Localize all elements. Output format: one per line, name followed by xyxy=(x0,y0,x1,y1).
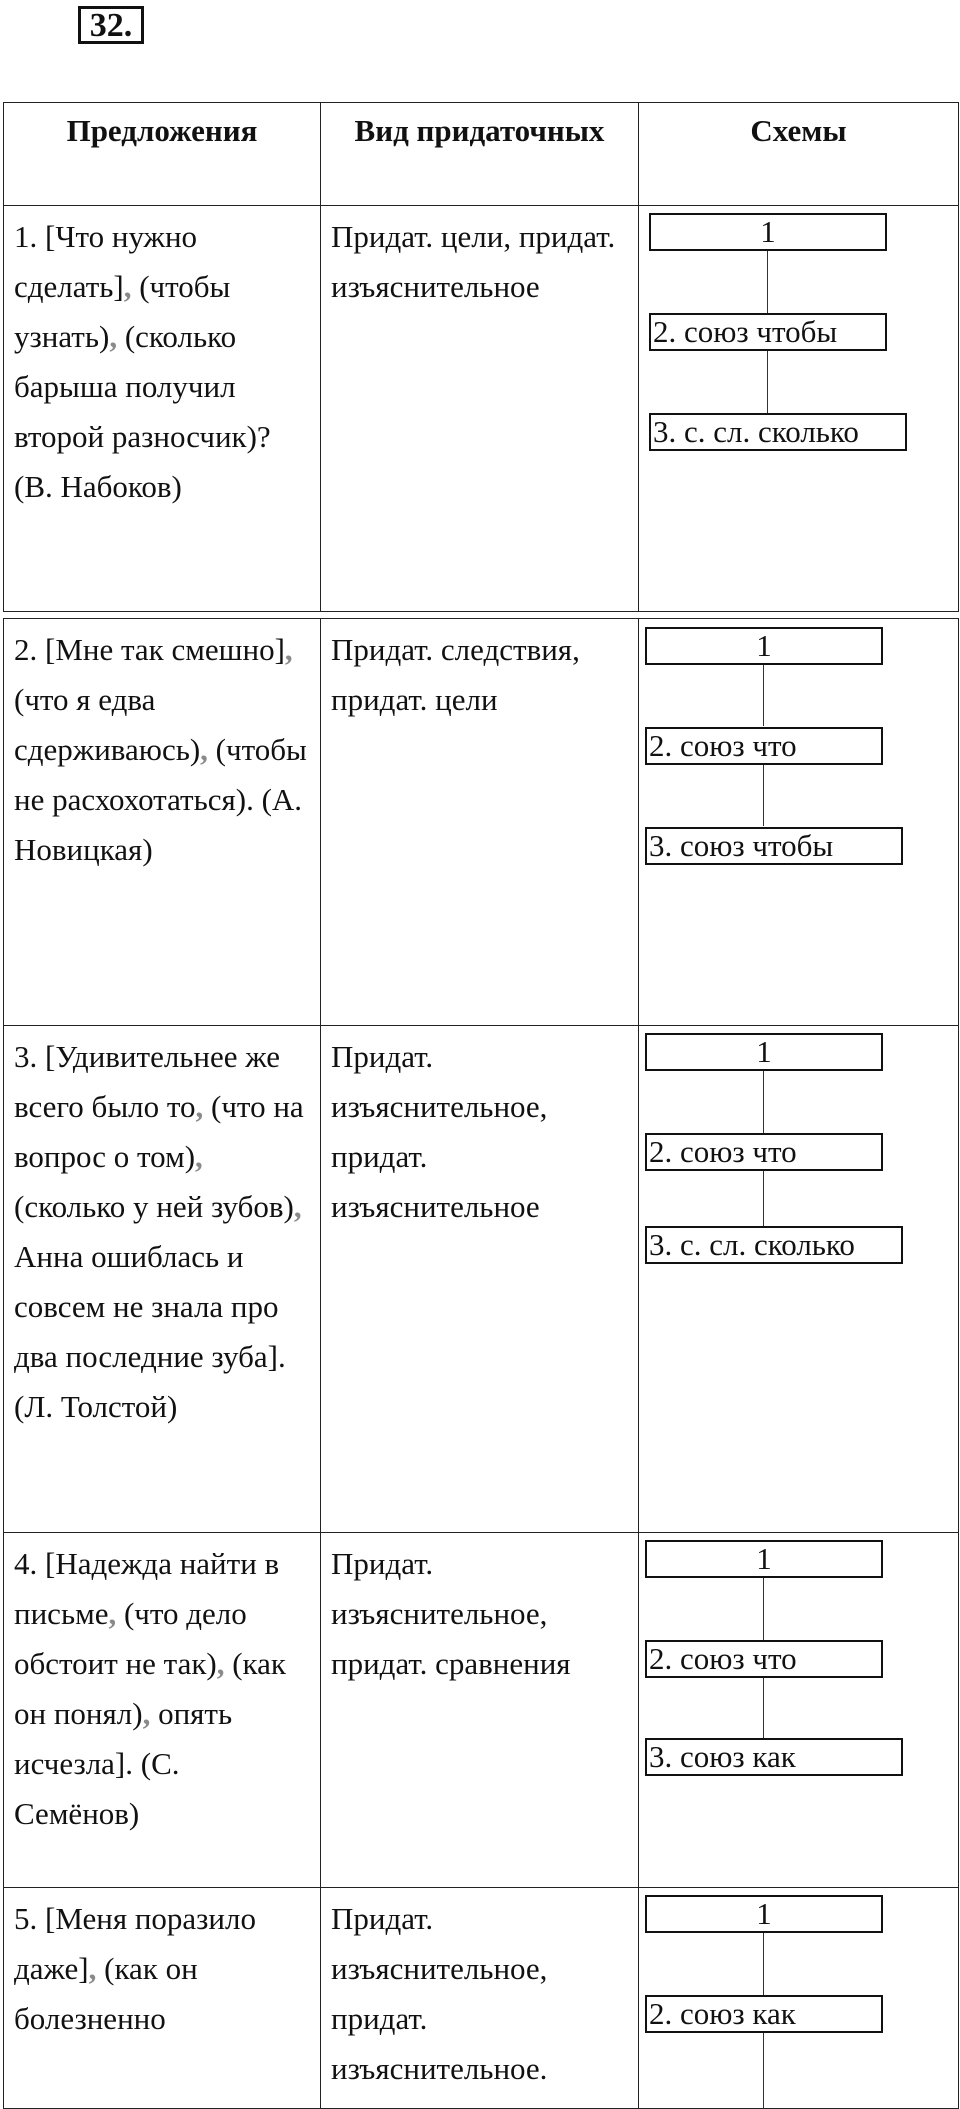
scheme-box-clause: 2. союз что xyxy=(645,1640,883,1678)
scheme-box-main: 1 xyxy=(645,1895,883,1933)
clause-type-cell xyxy=(321,1533,639,1888)
scheme-box-clause: 2. союз чтобы xyxy=(649,313,887,351)
sentence-text xyxy=(14,1901,256,2036)
task-number: 32. xyxy=(78,6,144,44)
sentence-fragment: (чтобы не расхохотаться). (А. Новицкая) xyxy=(14,732,307,867)
sentence-fragment: опять исчезла]. (С. Семёнов) xyxy=(14,1696,233,1831)
scheme-cell xyxy=(639,1026,959,1533)
punctuation-comma: , xyxy=(109,319,118,354)
scheme-box-clause: 3. с. сл. сколько xyxy=(649,413,907,451)
sentence-fragment: (сколько у ней зубов) xyxy=(14,1189,294,1224)
sentence-cell xyxy=(4,206,321,612)
scheme-box-clause: 3. союз чтобы xyxy=(645,827,903,865)
scheme-connector xyxy=(763,1933,764,1995)
clause-type-cell xyxy=(321,206,639,612)
scheme-connector xyxy=(763,1678,764,1738)
sentence-cell xyxy=(4,1888,321,2109)
scheme-box-clause: 2. союз что xyxy=(645,727,883,765)
scheme-box-main: 1 xyxy=(645,627,883,665)
sentence-text xyxy=(14,632,307,867)
scheme-diagram xyxy=(639,206,958,611)
table-row xyxy=(4,619,959,1026)
punctuation-comma: , xyxy=(216,1646,225,1681)
scheme-connector xyxy=(763,1171,764,1233)
scheme-diagram xyxy=(639,1888,958,2108)
sentence-fragment: Анна ошиблась и совсем не знала про два последние зуба]. (Л. Толстой) xyxy=(14,1239,286,1424)
clause-type-cell xyxy=(321,1026,639,1533)
scheme-connector xyxy=(763,1578,764,1640)
sentence-text xyxy=(14,1039,304,1424)
scheme-connector xyxy=(763,764,764,826)
sentence-fragment: 5. [Меня поразило даже] xyxy=(14,1901,256,1986)
punctuation-comma: , xyxy=(293,1189,302,1224)
table-row xyxy=(4,1533,959,1888)
table-row xyxy=(4,1026,959,1533)
header-schemes: Схемы xyxy=(639,103,959,206)
sentence-fragment: (как он болезненно xyxy=(14,1951,198,2036)
scheme-cell xyxy=(639,1888,959,2109)
scheme-box-main: 1 xyxy=(645,1033,883,1071)
scheme-connector xyxy=(763,1071,764,1133)
scheme-cell xyxy=(639,619,959,1026)
sentence-fragment: (что дело обстоит не так) xyxy=(14,1596,247,1681)
clause-type-text: Придат. изъяснительное, придат. изъяснительное. xyxy=(331,1901,548,2086)
sentence-text xyxy=(14,219,271,504)
sentence-cell xyxy=(4,1026,321,1533)
scheme-cell xyxy=(639,206,959,612)
sentence-text xyxy=(14,1546,286,1831)
scheme-connector xyxy=(763,664,764,726)
scheme-box-clause: 3. с. сл. сколько xyxy=(645,1226,903,1264)
sentence-cell xyxy=(4,1533,321,1888)
sentence-fragment: 1. [Что нужно сделать] xyxy=(14,219,198,304)
clause-type-text: Придат. следствия, придат. цели xyxy=(331,632,580,717)
scheme-diagram xyxy=(639,619,958,1025)
table-row xyxy=(4,1888,959,2109)
sentence-fragment: (что на вопрос о том) xyxy=(14,1089,304,1174)
clause-type-text: Придат. изъяснительное, придат. сравнения xyxy=(331,1546,571,1681)
scheme-box-clause: 2. союз что xyxy=(645,1133,883,1171)
clause-type-text: Придат. цели, придат. изъяснительное xyxy=(331,219,616,304)
sentence-cell xyxy=(4,619,321,1026)
scheme-box-clause: 3. союз как xyxy=(645,1738,903,1776)
scheme-connector xyxy=(767,251,768,313)
header-clause-type: Вид придаточных xyxy=(321,103,639,206)
analysis-table-part-2 xyxy=(3,618,959,2109)
scheme-connector xyxy=(767,351,768,413)
punctuation-comma: , xyxy=(142,1696,151,1731)
scheme-diagram xyxy=(639,1533,958,1887)
scheme-box-main: 1 xyxy=(649,213,887,251)
analysis-table-part-1 xyxy=(3,102,959,612)
punctuation-comma: , xyxy=(284,632,293,667)
sentence-fragment: (сколько барыша получил второй разносчик)? (В. Набоков) xyxy=(14,319,271,504)
punctuation-comma: , xyxy=(108,1596,117,1631)
scheme-box-main: 1 xyxy=(645,1540,883,1578)
sentence-fragment: (чтобы узнать) xyxy=(14,269,231,354)
table-row xyxy=(4,206,959,612)
punctuation-comma: , xyxy=(195,1139,203,1174)
table-header-row xyxy=(4,103,959,206)
sentence-fragment: (как он понял) xyxy=(14,1646,286,1731)
punctuation-comma: , xyxy=(195,1089,204,1124)
scheme-box-clause: 2. союз как xyxy=(645,1995,883,2033)
sentence-fragment: (что я едва сдерживаюсь) xyxy=(14,682,201,767)
punctuation-comma: , xyxy=(123,269,132,304)
scheme-diagram xyxy=(639,1026,958,1532)
scheme-connector xyxy=(763,2033,764,2108)
scheme-cell xyxy=(639,1533,959,1888)
header-sentences: Предложения xyxy=(4,103,321,206)
clause-type-cell xyxy=(321,619,639,1026)
clause-type-text: Придат. изъяснительное, придат. изъяснительное xyxy=(331,1039,548,1224)
punctuation-comma: , xyxy=(88,1951,97,1986)
clause-type-cell xyxy=(321,1888,639,2109)
sentence-fragment: 2. [Мне так смешно] xyxy=(14,632,285,667)
punctuation-comma: , xyxy=(200,732,208,767)
sentence-fragment: 4. [Надежда найти в письме xyxy=(14,1546,280,1631)
sentence-fragment: 3. [Удивительнее же всего было то xyxy=(14,1039,281,1124)
